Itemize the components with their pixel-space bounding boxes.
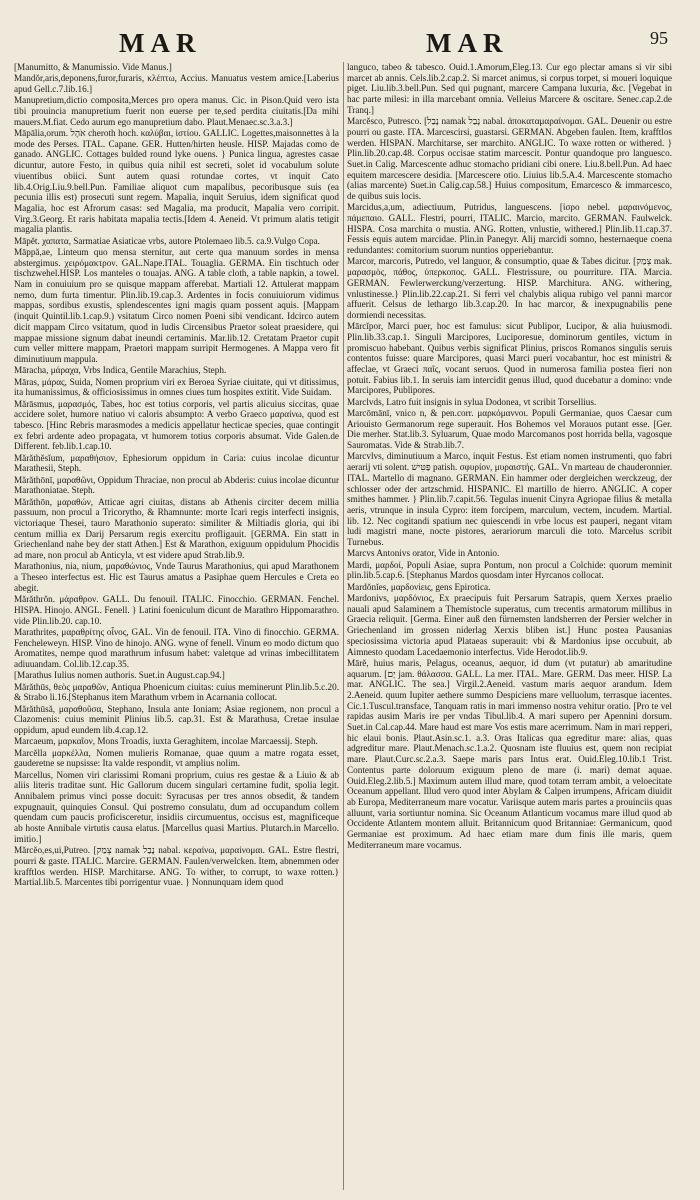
dictionary-entry: Mărăthōnī, μαραθῶνι, Oppidum Thraciae, non procul ab Abderis: cuius incolae dicuntur Marathoniatae. Steph. bbox=[14, 474, 339, 496]
dictionary-entry: Marcĕlla μαρκέλλα, Nomen mulieris Romanae, quae quum a matre rogata esset, gauderetne se nupsisse: Ita valde respondit, vt amplius nolim. bbox=[14, 747, 339, 769]
dictionary-entry: languco, tabeo & tabesco. Ouid.1.Amorum,Eleg.13. Cur ego plectar amans si vir sibi marcet ab annis. Cels.lib.2.cap.2. Si marcet animus, si corpus torpet, si moueri loquique piget. Liu.lib.3.bell.Pun. Sed qui pugnant, marcere Campana luxuria, &c. [Vegebat in hac parte milesi: in illa marcebant omnia. Velleius Marcere & oscitare. Senec.cap.2.de Tranq.] bbox=[347, 62, 672, 115]
page-number: 95 bbox=[650, 28, 668, 48]
dictionary-entry: Māpālia,orum. אֹהֶל cheroth hoch. καλύβαι, ἱστίου. GALLIC. Logettes,maisonnettes à la mode des Perses. ITAL. Capane. GER. Hutten/hirten heusle. HISP. Majadas como de ganado. ANGLIC. Cottages bulded round lyke ouens. } Punica lingua, agrestes casae dicuntur, autore Festo, in quibus quia nihil est secreti, solet id vocabulum solute viuentibus obiici. Sunt autem quasi rotundae cortes, vt inquit Cato lib.4.Orig.Liu.9.bell.Pun. Familiae aliquot cum mapalibus, pecoribusque suis (ea pecunia illis est) prosecuti sunt regem. Mapalia, inquit Seruius, idem significat quod Magalia, hoc est Afrorum casas: sed Magalia, ma producit, Mapalia vero corripit. Virg.3.Georg. Et raris habitata mapalia tectis.[Idem 4. Aeneid. Vt primum alatis tetigit magalia plantis. bbox=[14, 128, 340, 235]
dictionary-entry: Māras, μάρας, Suida, Nomen proprium viri ex Beroea Syriae ciuitate, qui vt ditissimus, ita humanissimus, & officiosissimus in omnes ciues tum hospites extitit. Vide Suidam. bbox=[14, 376, 339, 398]
dictionary-entry: [Marathus Iulius nomen authoris. Suet.in August.cap.94.] bbox=[14, 670, 225, 681]
dictionary-entry: Mandŏr,aris,deponens,furor,furaris, κλέπτω, Accius. Manuatus vestem amice.[Laberius apud Gell.c.7.lib.16.] bbox=[14, 73, 339, 94]
dictionary-entry: Māppă,ae, Linteum quo mensa sternitur, aut certe qua manuum sordes in mensa abstergimus. χειρόμακτρον. GAL.Nape.ITAL. Touaglia. GERMA. Ein tischtuch oder tischzwehel.HISP. Los manteles o touajas. ANG. A table cloth, a table napkin, a towel. Nam in conuiuium pro se quisque mappam afferebat. Martiali 12. Attulerat mappam nemo, dum furta timentur. Plin.lib.19.cap.3. Ardentes in focis conuiuiorum vidimus mappas, sordibus exustis, splendescentes igni magis quam possent aquis. [Mappam (inquit Quintil.lib.1.cap.9.) vsitatum Circo nomen Poeni sibi vendicant. Idcirco autem dicit mappam Circo vsitatum, quod in ludis Circensibus Praetor soleat praesidere, qui mappae missione signum dabat ineundi certaminis. Mar.lib.12. Cretatam Praetor cupit cum veller mittere mappam, Praetori mappam surripit Hermogenes. A Mappa vero fit diminutiuum mappula. bbox=[14, 246, 339, 364]
dictionary-entry: Mărāsmus, μαρασμός, Tabes, hoc est totius corporis, vel partis alicuius siccitas, quae accidere solet, humore natiuo vi caloris absumpto: A verbo Graeco μαραίνω, quod est tabesco. [Hinc Rebris marasmodes a medicis appellatur hecticae species, quae contingit ex febri ardente adeo propagata, vt humorem totius corporis absumat. Vide Galen.de Different. feb.lib.1.cap.10. bbox=[14, 398, 339, 452]
dictionary-entry: Marcvs Antonivs orator, Vide in Antonio. bbox=[347, 548, 500, 559]
two-column-body bbox=[14, 62, 686, 1190]
dictionary-entry: Mărăthōn, μαραθών, Atticae agri ciuitas, distans ab Athenis circiter decem millia passuum, non procul a Tricorytho, & Rhamnunte: morte Icari regis interfecti insignis, victoriaque Thesei, tauro Marathonio superato: similiter & Miltiadis gloria, qui ibi centum millia ex Darij Persarum regis exercitu profligauit. [GERMA. Ein statt in Griechenland nahe bey der statt Athen.] Est & Marathon, exiguum oppidulum Phocidis ad mare, non procul ab Anticyla, vt est videre apud Strab.lib.9. bbox=[14, 496, 339, 561]
left-column bbox=[14, 62, 339, 889]
dictionary-entry: Māracha, μάραχα, Vrbs Indica, Gentile Marachius, Steph. bbox=[14, 365, 227, 376]
dictionary-entry: Mardonivs, μαρδόνιος, Ex praecipuis fuit Persarum Satrapis, quem Xerxes praelio nauali apud Salaminem a Themistocle superatus, cum trecentis armatorum millibus in Graecia reliquit. [Germa. Einer auß den fürnemsten landsherren der Persier welcher in Griechenland im grossen niderlag Xerxis bliben ist.] Hunc postea Pausanias speciosissima victoria apud Plataeas superauit: vbi & Mardonius ipse occubuit, ab Aimnesto quodam Lacedaemonio interfectus. Vide Herodot.lib.9. bbox=[347, 592, 672, 657]
dictionary-entry: Mardŏnĭes, μαρδονίεις, gens Epirotica. bbox=[347, 581, 491, 592]
dictionary-entry: Mardi, μαρδοί, Populi Asiae, supra Pontum, non procul a Colchide: quorum meminit plin.lib.5.cap.6. [Stephanus Mardos quosdam inter Hyrcanos collocat. bbox=[347, 559, 672, 581]
dictionary-entry: Mărăthrŏn. μάραθρον. GALL. Du fenouil. ITALIC. Finocchio. GERMAN. Fenchel. HISPA. Hinojo. ANGL. Fenell. } Latini foeniculum dicunt de Marathro Hippomarathro. vide Plin.lib.20. cap.10. bbox=[14, 594, 339, 626]
dictionary-entry: Marcidus,a,um, adiectiuum, Putridus, languescens. [ἰσρο nebel. μαραινόμενος, πάμεπαιο. GALL. Flestri, pourri, ITALIC. Marcio, marcito. GERMAN. Faulwelck. HISPA. Cosa marchita o mustia. ANG. Rotten, vnlustie, withered.] Plin.lib.11.cap.37. Fessis equis autem marcidae. Plin.in Panegyr. Alij marcidi somno, hesternaeque coena redundantes: comitorium suorum nuntios opperiebantur. bbox=[347, 202, 672, 256]
dictionary-entry: Mărăthūsă, μαραθοῦσα, Stephano, Insula ante Ioniam; Asiae regionem, non procul a Clazomenis: cuius meminit Plinius lib.5. cap.31. Est & Marathusa, Cretae insulae oppidum, apud eundem lib.4.cap.12. bbox=[14, 703, 339, 735]
left-running-head: MAR bbox=[119, 28, 202, 58]
dictionary-entry: Marclvds, Latro fuit insignis in sylua Dodonea, vt scribit Torsellius. bbox=[347, 396, 597, 407]
dictionary-entry: Marcaeum, μαρκαῖον, Mons Troadis, iuxta Geraghitem, incolae Marcaessij. Steph. bbox=[14, 736, 318, 747]
dictionary-entry: Marcōmānī, vnico n, & pen.corr. μαρκόμαννοι. Populi Germaniae, quos Caesar cum Ariouisto Germanorum rege superauit. Hos Bohemos vel Morauos putant esse. [Ger. Die merher. Stat.lib.3. Syluarum, Quae modo Marcomanos post horrida bella, vagosque Sauromatas. Vide & Strab.lib.7. bbox=[347, 408, 672, 451]
dictionary-entry: Māpĕt. χαπατα, Sarmatiae Asiaticae vrbs, autore Ptolemaeo lib.5. ca.9.Vulgo Copa. bbox=[14, 235, 320, 246]
dictionary-entry: [Manumitto, & Manumissio. Vide Manus.] bbox=[14, 62, 172, 72]
dictionary-entry: Marcvlvs, diminutiuum a Marco, inquit Festus. Est etiam nomen instrumenti, quo fabri aerarij vti solent. פַּטִּישׁ patish. σφυρίον, μυραιστής. GAL. Vn marteau de chauderonnier. ITAL. Martello di magnano. GERMAN. Ein hammer oder dergleichen werckzeug, der schlosser oder der artzschmid. HISPANIC. El martillo de hierro. ANGLIC. A coper smithes hammer. } Plin.lib.7.capit.56. Tegulas inuenit Cinyra Agriopae filius & metalla aeris, vtrunque in insula Cypro: item forcipem, marculum, vectem, incudem. Martial. lib. 12. Nec cogitandi spatium nec quiescendi in vrbe locus est pauperi, negant vitam ludi magistri mane, nocte pistores, aerariorum marculi die toto. Marcelus scribit Turnebus. bbox=[347, 451, 672, 548]
dictionary-entry: Mărcĕo,es,ui,Putreo. [צְמַק namak נָבַל nabal. κεραίνω, μαραίνομαι. GAL. Estre flestri, pourri & gaste. ITALIC. Marcire. GERMAN. Faulen/verwelcken. Item, abnemmen oder krafftlos werden. HISP. Marchitarse. ANG. To wither, to corrupt, to waxe rotten.} Martial.lib.5. Marcentes tibi porrigentur vuae. } Nonnunquam idem quod bbox=[14, 845, 339, 888]
dictionary-entry: Mārcĭpor, Marci puer, hoc est famulus: sicut Publipor, Lucipor, & alia huiusmodi. Plin.lib.33.cap.1. Singuli Marcipores, Luciporesue, dominorum gentiles, victum in promiscuo habebant. Quibus verbis significat Plinius, priscos Romanos singulis seruis contentos fuisse: quare Marcipores, quasi Marci pueri vocabantur, hoc est ministri & affeclae, vt Graeci παῖς, vocant seruos. Quod in numerosa familia postea fieri non potuit. Fabius lib.1. In seruis iam intercidit genus illud, quod ducebatur a domino: vnde Marcipores, Publipores. bbox=[347, 321, 672, 396]
dictionary-entry: Mărăthūs, θεὸς μαραθῶν, Antiqua Phoenicum ciuitas: cuius meminerunt Plin.lib.5.c.20. & Strabo li.16.[Stephanus item Marathum vrbem in Acarnania collocat. bbox=[14, 681, 339, 703]
dictionary-entry: Manupretium,dictio composita,Merces pro opera manus. Cic. in Pison.Quid vero ista tibi prouincia manupretium fuerit non euerse per te,sed perdita ciuitatis.[Da mihi mauers.M.fiat. Cedo aurum ego manupretium dabo. Plaut.Menaec.sc.3.a.3.] bbox=[14, 95, 339, 127]
dictionary-entry: Marcellus, Nomen viri clarissimi Romani proprium, cuius res gestae & a Liuio & ab aliis literis traditae sunt. Hic Gallorum ducem singulari certamine fudit, spolia legit. Annibalem primus vinci posse docuit: Syracusas per tres annos obsedit, & tandem expugnauit, quinquies Consul. Qui postremo consulatu, dum ad occupandum collem quendam cum paucis proficisceretur, insidiis circumuentus, occisus est, magnificeque ab hoste Annibale virtutis causa elatus. [Marcellus quasi Martius. Plutarch.in Marcello. imitio.] bbox=[14, 769, 339, 844]
page-header bbox=[14, 0, 686, 58]
right-running-head: MAR bbox=[426, 28, 509, 58]
dictionary-entry: Marathonius, nia, nium, μαραθώνιος, Vnde Taurus Marathonius, qui apud Marathonem a Theseo interfectus est. Hic est Taurus amatus a Pasiphae quem Hercules e Creta eo abegit. bbox=[14, 561, 339, 593]
dictionary-entry: Marathrites, μαραθρίτης οἶνος, GAL. Vin de fenouil. ITA. Vino di finocchio. GERMA. Fencheleweyn. HISP. Vino de hinojo. ANG. wyne of fenell. Vinum eo modo dictum quo Aromatites, nempe quod marathrum infusum habet: valetque ad vrinas imbecillitatem adiuuandam. Col.lib.12.cap.35. bbox=[14, 626, 339, 669]
dictionary-entry: Marcĕsco, Putresco. [נָבַל namak נָבַל nabal. ἀποκαταμαραίνομαι. GAL. Deuenir ou estre pourri ou gaste. ITA. Marcescirsi, guastarsi. GERMAN. Abgeben faulen. Item, krafftlos werden. HISPAN. Marchitarse, ser marchito. ANGLIC. To waxe rotten or withered. } Plin.lib.20.cap.48. Corpus occisae statim marcescit. Pontur quandoque pro languesco. Suet.in Calig. Marcescente adhuc stomacho pridiani cibi onere. Liu.8.bell.Pun. Ad haec equitem marcescere desidia. [Marcescere otio. Liuius lib.5.A.4. Marcescente stomacho (alias marcente) Suet.in Calig.cap.58.] Huius compositum, Emarcesco & immarcesco, de quibus suis locis. bbox=[347, 116, 672, 202]
column-divider bbox=[343, 62, 344, 1190]
dictionary-entry: Mărăthĕsĭum, μαραθήσιον, Ephesiorum oppidum in Caria: cuius incolae dicuntur Marathesii, Steph. bbox=[14, 452, 339, 474]
dictionary-entry: Mārĕ, huius maris, Pelagus, oceanus, aequor, id dum (vt putatur) ab amaritudine aquarum. [יָם jam. θάλασσα. GALL. La mer. ITAL. Mare. GERM. Das meer. HISP. La mar. ANGLIC. The sea.] Virgil.2.Aeneid. vastum maris aequor arandum. Idem 2.Aeneid. quum Iupiter aethere summo Despiciens mare velluolum, terrasque iacentes. Cic.1.Tuscul.transface, Tanquam ratis in mari immenso nostra vehitur oratio. [Pro te vel rapidas ausim Maris ire per vndas Tibul.lib.4. A mari supero per Apennini dorsum. Suet.in Cal.cap.44. Mare haud est mare Vos estis mare acerrimum. Nam in mari repperi, hic elaui bonis. Plaut.Asin.sc.1. a.3. Oras Italicas qua egreditur mare: alias, quas adgreditur mare. Plaut.Menach.sc.1.a.2. Quosnam iste fluuius est, quem non recipiat mare. Plaut.Curc.sc.2.a.3. Saepe maris pars Intus erat. Ouid.Eleg.10.lib.1 Trist. Contentus parte doloruum exiguum pleno de mare (i. mari) demat aquae. Ouid.Eleg.2.lib.5.] Maximum autem illud mare, quod totam terram ambit, a veloecitate Oceanum appellant. Illud vero quod inter Abylam & Calpen irrumpens, Africam diuidit ab Europa, Mediterraneum mare vocatur. Variisque autem maris partes a prouinciis quas alluunt, varia sortiuntur nomina. Sic Oceanum Atlanticum vocamus mare illud quod ab Occidente Atlantem montem alluit. Britannicum quod Britanniae: Germanicum, quod Germaniae est proximum. Ad haec etiam mare dum finis ille maris, quem Mediterraneum mare vocamus. bbox=[347, 657, 672, 850]
dictionary-entry: Marcor, marcoris, Putredo, vel languor, & consumptio, quae & Tabes dicitur. [צְמַק mak. μαρασμὸς, πάθος, ὑπερκοπος. GALL. Flestrissure, ou pourriture. ITA. Marcia. GERMAN. Fewlerwerckung/verzertung. HISP. Marchitura. ANG. withering, vnlustinesse.} Plin.lib.22.cap.21. Si ferri vel chalybis aliqua rubigo vel panni marcor affuerit. Celsus de lethargo lib.3.cap.20. In hac marcor, & inexpugnabilis pene dormiendi necessitas. bbox=[347, 256, 672, 320]
right-column bbox=[347, 62, 672, 851]
